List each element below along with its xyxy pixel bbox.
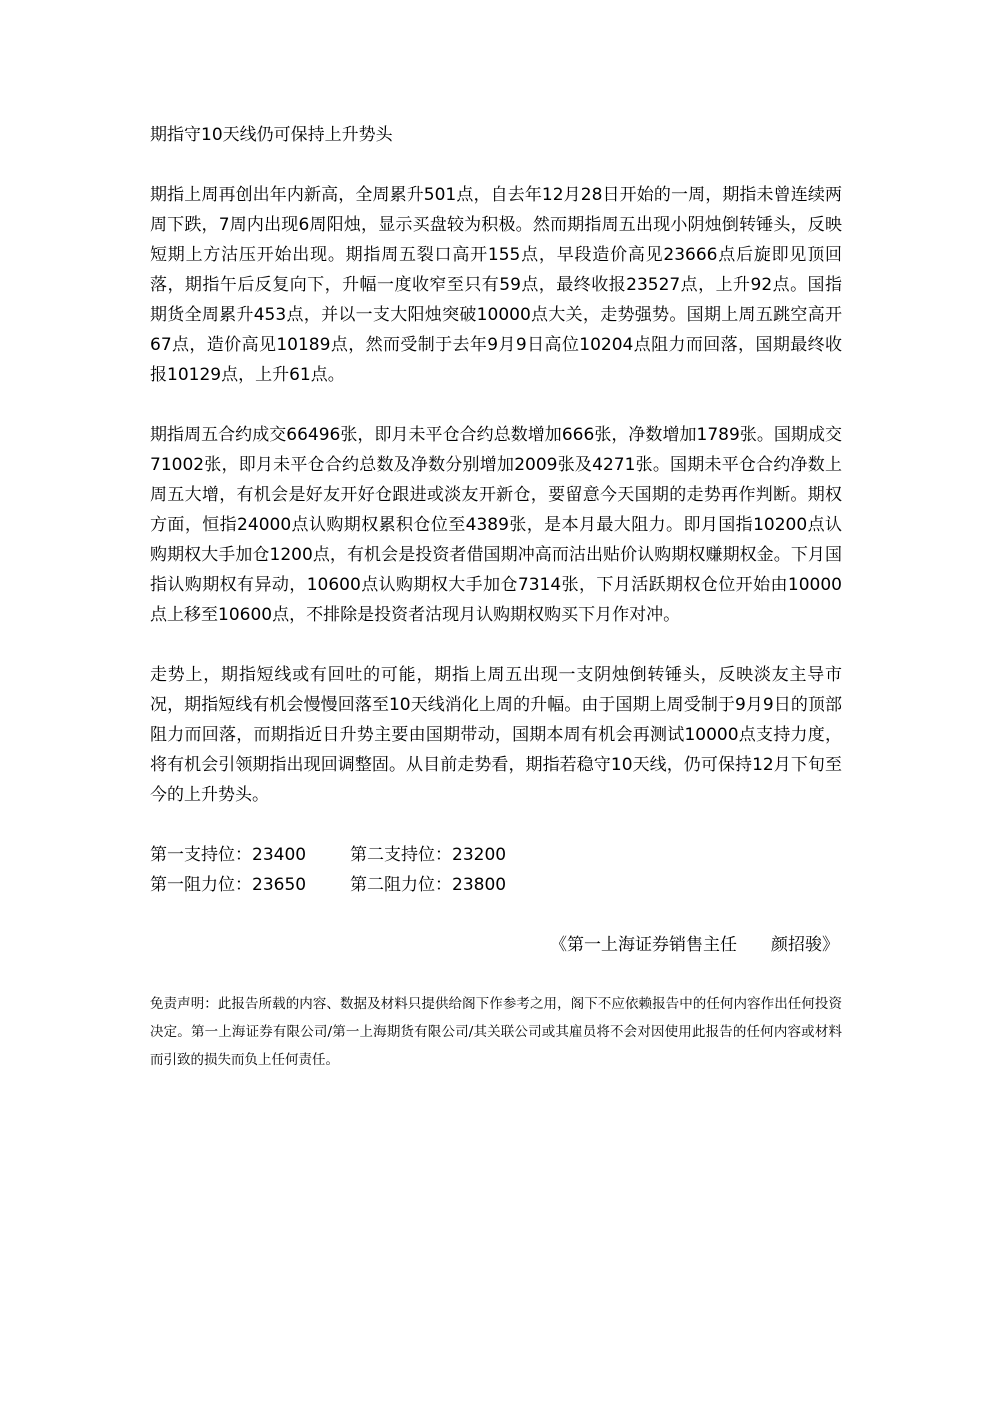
document-title: 期指守10天线仍可保持上升势头	[150, 125, 393, 145]
support-row	[150, 840, 842, 870]
author-signature: 《第一上海证券销售主任 颜招骏》	[550, 935, 839, 955]
resistance-level-2: 第二阻力位：23800	[350, 875, 507, 895]
support-resistance-levels	[150, 840, 842, 900]
resistance-level-1: 第一阻力位：23650	[150, 875, 307, 895]
paragraph-open-interest-options: 期指周五合约成交66496张，即月未平仓合约总数增加666张，净数增加1789张。国期成交71002张，即月未平仓合约总数及净数分别增加2009张及4271张。国期未平仓合约净数上周五大增，有机会是好友开好仓跟进或淡友开新仓，要留意今天国期的走势再作判断。期权方面，恒指24000点认购期权累积仓位至4389张，是本月最大阻力。即月国指10200点认购期权大手加仓1200点，有机会是投资者借国期冲高而沽出贴价认购期权赚期权金。下月国指认购期权有异动，10600点认购期权大手加仓7314张，下月活跃期权仓位开始由10000点上移至10600点，不排除是投资者沽现月认购期权购买下月作对冲。	[150, 425, 842, 625]
disclaimer: 免责声明：此报告所载的内容、数据及材料只提供给阁下作参考之用，阁下不应依赖报告中的任何内容作出任何投资决定。第一上海证券有限公司/第一上海期货有限公司/其关联公司或其雇员将不会对因使用此报告的任何内容或材料而引致的损失而负上任何责任。	[150, 996, 842, 1068]
support-level-1: 第一支持位：23400	[150, 845, 307, 865]
resistance-row	[150, 870, 842, 900]
document-page	[150, 120, 842, 1074]
paragraph-market-summary: 期指上周再创出年内新高，全周累升501点，自去年12月28日开始的一周，期指未曾连续两周下跌，7周内出现6周阳烛，显示买盘较为积极。然而期指周五出现小阴烛倒转锤头，反映短期上方沽压开始出现。期指周五裂口高开155点，早段造价高见23666点后旋即见顶回落，期指午后反复向下，升幅一度收窄至只有59点，最终收报23527点，上升92点。国指期货全周累升453点，并以一支大阳烛突破10000点大关，走势强势。国期上周五跳空高开67点，造价高见10189点，然而受制于去年9月9日高位10204点阻力而回落，国期最终收报10129点，上升61点。	[150, 185, 842, 385]
support-level-2: 第二支持位：23200	[350, 845, 507, 865]
paragraph-outlook: 走势上，期指短线或有回吐的可能，期指上周五出现一支阴烛倒转锤头，反映淡友主导市况，期指短线有机会慢慢回落至10天线消化上周的升幅。由于国期上周受制于9月9日的顶部阻力而回落，而期指近日升势主要由国期带动，国期本周有机会再测试10000点支持力度，将有机会引领期指出现回调整固。从目前走势看，期指若稳守10天线，仍可保持12月下旬至今的上升势头。	[150, 665, 842, 805]
